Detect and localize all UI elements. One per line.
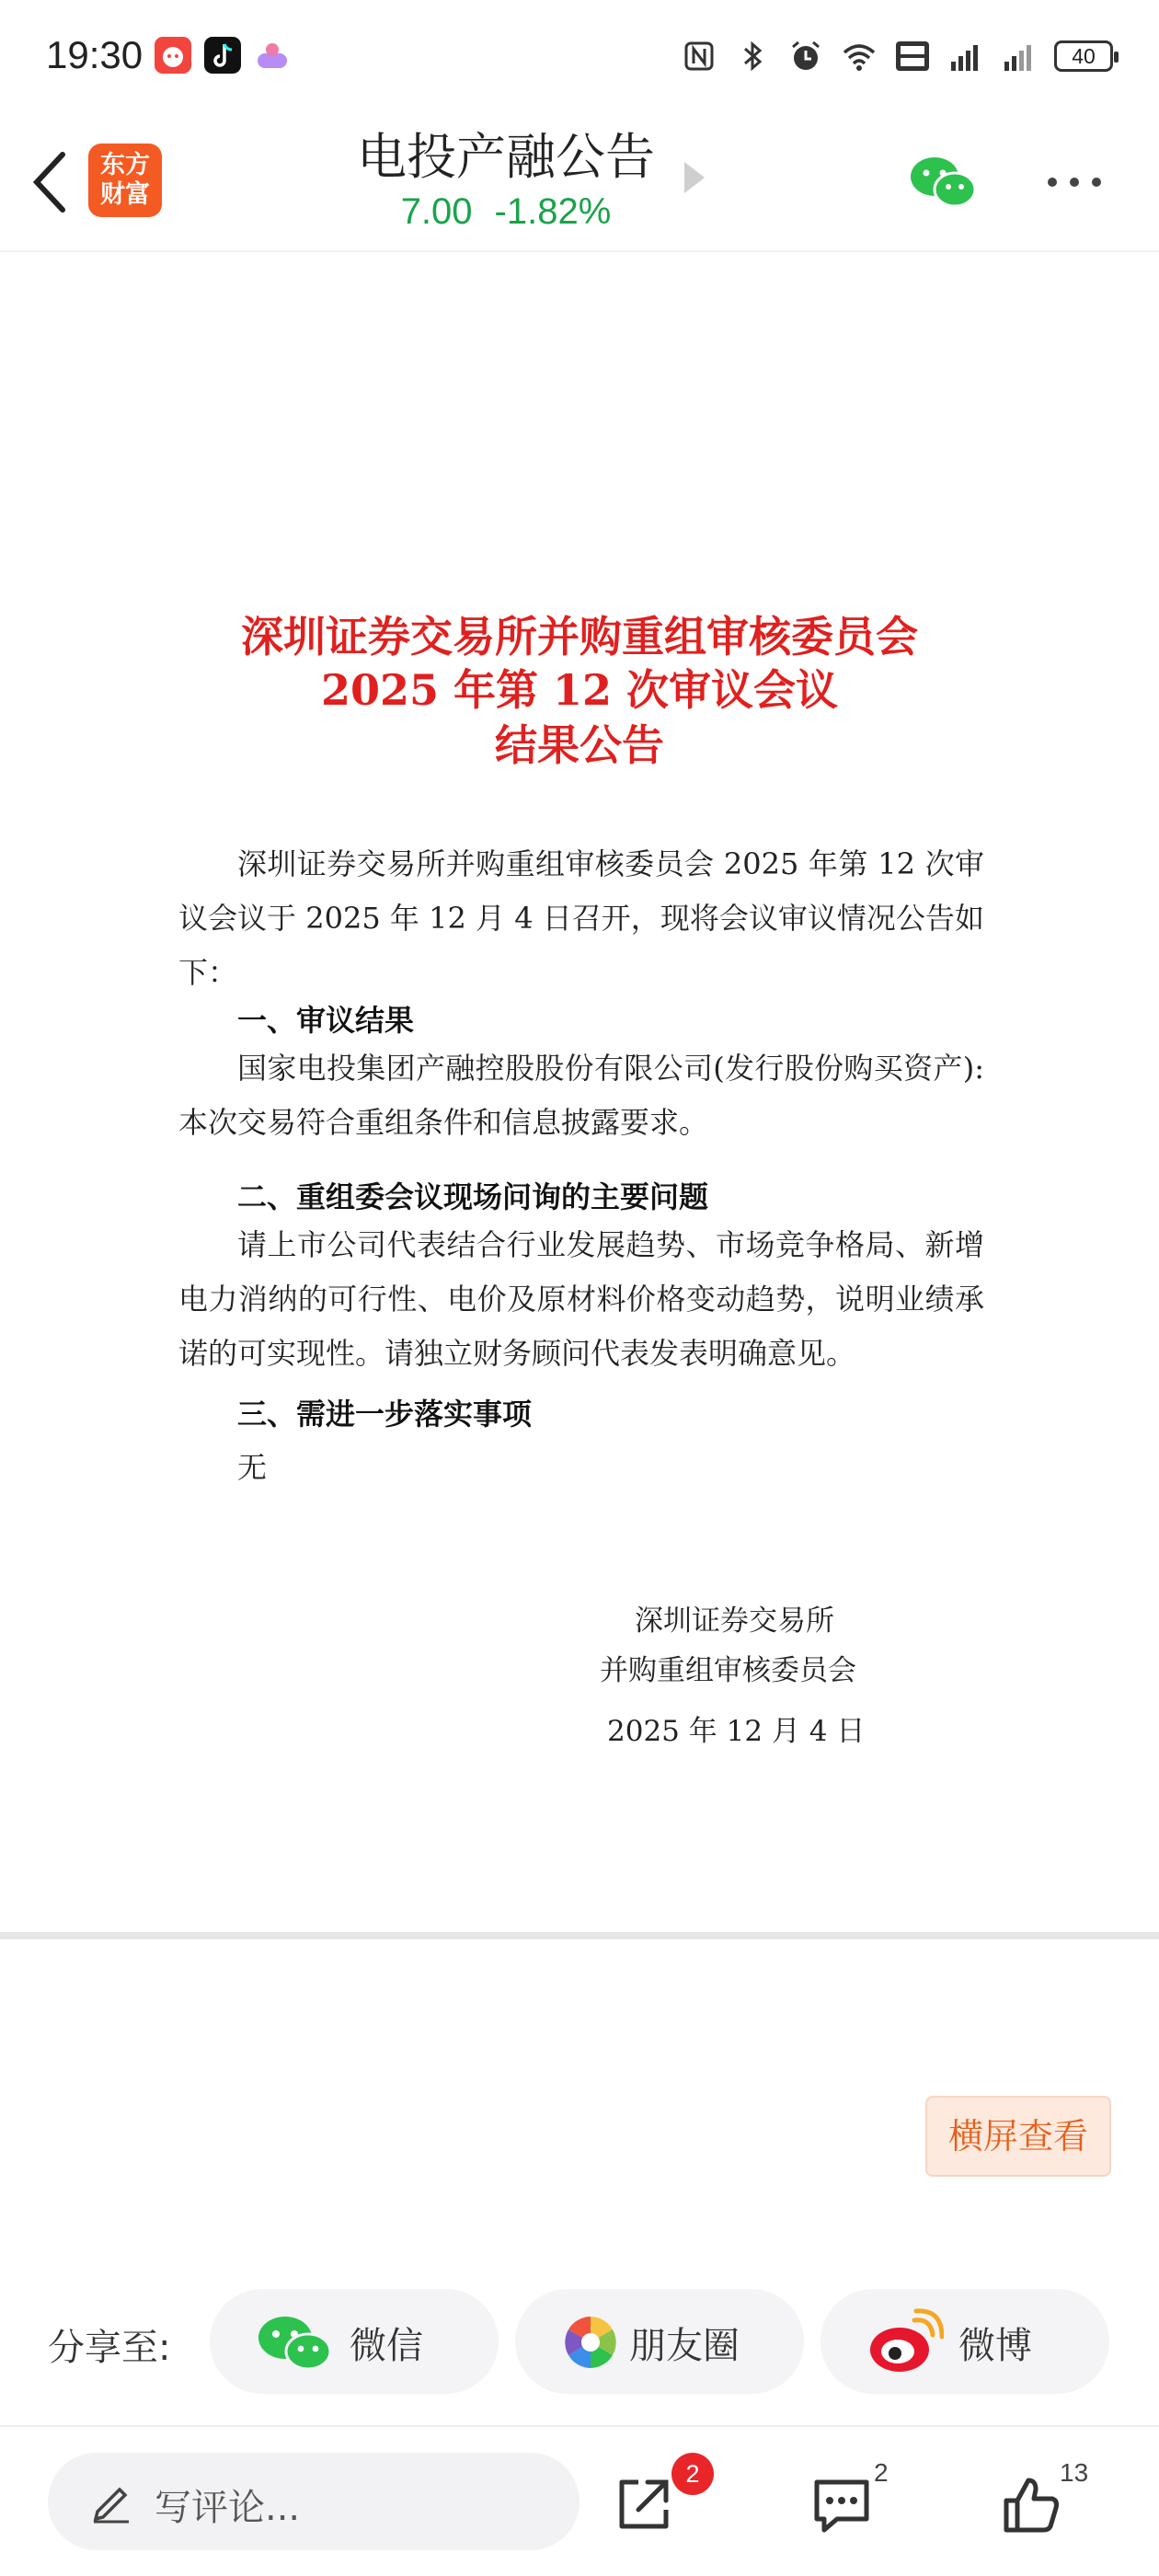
section1-heading: 一、审议结果 bbox=[237, 1003, 415, 1038]
like-count: 13 bbox=[1060, 2458, 1089, 2487]
logo-text-line2: 财富 bbox=[100, 180, 150, 209]
signal-5g-icon-1 bbox=[947, 38, 984, 75]
battery-indicator: 40 bbox=[1054, 40, 1113, 72]
doc-title-line1: 深圳证券交易所并购重组审核委员会 bbox=[241, 612, 918, 661]
share-moments-label: 朋友圈 bbox=[629, 2325, 740, 2367]
comment-count: 2 bbox=[874, 2458, 889, 2487]
share-weibo-label: 微博 bbox=[958, 2325, 1032, 2367]
status-bar bbox=[0, 0, 1159, 114]
share-moments-button[interactable] bbox=[515, 2289, 804, 2394]
nfc-icon bbox=[681, 38, 717, 75]
stock-quote bbox=[331, 191, 681, 233]
weibo-icon bbox=[866, 2307, 944, 2375]
tiktok-icon bbox=[204, 37, 241, 74]
stock-name[interactable]: 电投产融公告 bbox=[357, 128, 655, 186]
signature-line2: 并购重组审核委员会 bbox=[600, 1654, 856, 1687]
section3-heading: 三、需进一步落实事项 bbox=[237, 1397, 533, 1432]
alarm-icon bbox=[787, 38, 824, 75]
notification-app-icon-3 bbox=[254, 37, 291, 74]
notification-app-icon-1 bbox=[155, 37, 191, 74]
signature-line1: 深圳证券交易所 bbox=[635, 1604, 834, 1638]
signal-5g-icon-2 bbox=[1001, 38, 1038, 75]
bluetooth-icon bbox=[734, 38, 771, 75]
app-logo bbox=[88, 144, 162, 217]
share-wechat-button[interactable] bbox=[210, 2289, 499, 2394]
share-out-icon[interactable] bbox=[611, 2473, 675, 2537]
bottom-action-bar bbox=[0, 2425, 1159, 2576]
share-label: 分享至: bbox=[48, 2327, 171, 2369]
back-arrow-icon[interactable] bbox=[26, 145, 72, 219]
doc-title-line2: 2025 年第 12 次审议会议 bbox=[320, 665, 839, 715]
pencil-icon bbox=[88, 2478, 134, 2524]
doc-intro: 深圳证券交易所并购重组审核委员会 2025 年第 12 次审议会议于 2025 年 12 月 4 日召开，现将会议审议情况公告如下： bbox=[178, 846, 984, 990]
landscape-view-button[interactable]: 横屏查看 bbox=[925, 2096, 1111, 2177]
comment-input[interactable] bbox=[48, 2453, 580, 2550]
thumbs-up-icon[interactable] bbox=[999, 2473, 1063, 2537]
divider bbox=[0, 1932, 1159, 1939]
comment-bubble-icon[interactable] bbox=[809, 2473, 874, 2537]
wechat-icon bbox=[256, 2313, 333, 2372]
share-wechat-label: 微信 bbox=[350, 2325, 423, 2367]
announcement-document bbox=[0, 254, 1159, 1934]
header bbox=[0, 114, 1159, 252]
share-badge: 2 bbox=[671, 2453, 714, 2495]
status-time: 19:30 bbox=[46, 33, 143, 76]
logo-text-line1: 东方 bbox=[100, 151, 150, 179]
section2-body: 请上市公司代表结合行业发展趋势、市场竞争格局、新增电力消纳的可行性、电价及原材料价格变动趋势，说明业绩承诺的可实现性。请独立财务顾问代表发表明确意见。 bbox=[178, 1227, 984, 1371]
section3-body: 无 bbox=[237, 1450, 268, 1485]
more-options-icon[interactable] bbox=[1045, 175, 1104, 190]
moments-aperture-icon bbox=[561, 2313, 620, 2372]
stock-price: 7.00 bbox=[400, 191, 473, 232]
share-weibo-button[interactable] bbox=[820, 2289, 1109, 2394]
hd-icon bbox=[894, 38, 931, 75]
section1-body: 国家电投集团产融控股股份有限公司(发行股份购买资产):本次交易符合重组条件和信息披露要求。 bbox=[178, 1051, 984, 1140]
section2-heading: 二、重组委会议现场问询的主要问题 bbox=[237, 1179, 709, 1214]
signature-date: 2025 年 12 月 4 日 bbox=[607, 1715, 866, 1748]
doc-title-line3: 结果公告 bbox=[495, 720, 664, 770]
play-triangle-icon[interactable] bbox=[683, 160, 706, 195]
stock-change: -1.82% bbox=[494, 191, 612, 232]
comment-placeholder: 写评论... bbox=[155, 2487, 301, 2529]
wechat-icon[interactable] bbox=[909, 153, 977, 210]
wifi-icon bbox=[841, 38, 878, 75]
